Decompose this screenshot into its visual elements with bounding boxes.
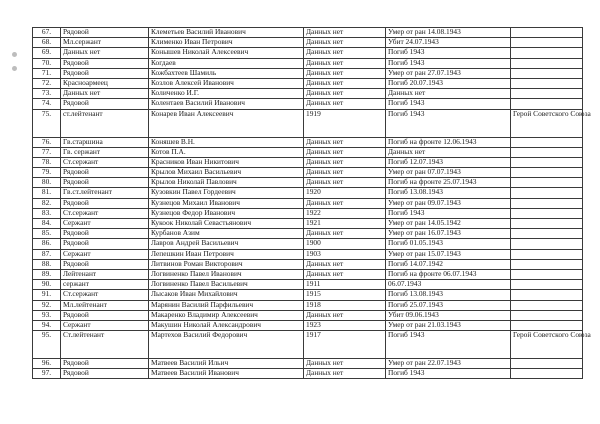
table-row — [33, 157, 583, 167]
cell-number: 97. — [33, 369, 61, 379]
cell-award — [511, 310, 583, 320]
cell-birth-year: 1917 — [304, 331, 386, 359]
cell-birth-year: 1922 — [304, 208, 386, 218]
cell-award — [511, 157, 583, 167]
cell-fate: Погиб на фронте 12.06.1943 — [386, 137, 511, 147]
cell-number: 93. — [33, 310, 61, 320]
cell-name: Коняшев В.Н. — [149, 137, 304, 147]
cell-rank: Ст.сержант — [61, 157, 149, 167]
cell-birth-year: Данных нет — [304, 38, 386, 48]
cell-award — [511, 369, 583, 379]
cell-rank: Рядовой — [61, 168, 149, 178]
cell-number: 69. — [33, 48, 61, 58]
cell-award — [511, 68, 583, 78]
table-row — [33, 269, 583, 279]
cell-number: 91. — [33, 290, 61, 300]
cell-name: Красников Иван Никитович — [149, 157, 304, 167]
cell-rank: сержант — [61, 280, 149, 290]
cell-birth-year: Данных нет — [304, 157, 386, 167]
cell-fate: 06.07.1943 — [386, 280, 511, 290]
cell-name: Кузнецов Михаил Иванович — [149, 198, 304, 208]
cell-rank: Рядовой — [61, 58, 149, 68]
cell-name: Кукоок Николай Севастьянович — [149, 219, 304, 229]
cell-name: Курбанов Азим — [149, 229, 304, 239]
cell-name: Макушин Николай Александрович — [149, 320, 304, 330]
table-row — [33, 137, 583, 147]
cell-award — [511, 168, 583, 178]
cell-birth-year: Данных нет — [304, 28, 386, 38]
cell-name: Кузнецов Федор Иванович — [149, 208, 304, 218]
cell-award — [511, 219, 583, 229]
cell-fate: Умер от ран 14.08.1943 — [386, 28, 511, 38]
memorial-list-table — [32, 27, 591, 379]
table-row — [33, 188, 583, 198]
cell-birth-year: Данных нет — [304, 58, 386, 68]
cell-name: Клеметьев Василий Иванович — [149, 28, 304, 38]
cell-name: Козлов Алексей Иванович — [149, 78, 304, 88]
table-row — [33, 78, 583, 88]
cell-fate: Умер от ран 27.07.1943 — [386, 68, 511, 78]
cell-award — [511, 320, 583, 330]
cell-fate: Умер от ран 21.03.1943 — [386, 320, 511, 330]
cell-name: Клименко Иван Петрович — [149, 38, 304, 48]
cell-birth-year: 1911 — [304, 280, 386, 290]
cell-birth-year: 1915 — [304, 290, 386, 300]
cell-rank: Ст.лейтенант — [61, 331, 149, 359]
cell-number: 70. — [33, 58, 61, 68]
table-row — [33, 219, 583, 229]
cell-fate: Погиб 1943 — [386, 369, 511, 379]
cell-number: 89. — [33, 269, 61, 279]
cell-rank: Рядовой — [61, 239, 149, 249]
cell-award — [511, 89, 583, 99]
cell-number: 81. — [33, 188, 61, 198]
cell-rank: Лейтенант — [61, 269, 149, 279]
cell-award — [511, 280, 583, 290]
table-row — [33, 198, 583, 208]
cell-award — [511, 229, 583, 239]
cell-birth-year: 1919 — [304, 109, 386, 137]
cell-award — [511, 58, 583, 68]
table-row — [33, 259, 583, 269]
table-row — [33, 320, 583, 330]
cell-number: 84. — [33, 219, 61, 229]
cell-fate: Умер от ран 16.07.1943 — [386, 229, 511, 239]
cell-award — [511, 239, 583, 249]
cell-award — [511, 188, 583, 198]
cell-fate: Погиб 1943 — [386, 48, 511, 58]
cell-name: Логвиненко Павел Васильевич — [149, 280, 304, 290]
cell-name: Макаренко Владимир Алексеевич — [149, 310, 304, 320]
cell-name: Крылов Михаил Васильевич — [149, 168, 304, 178]
table-row — [33, 147, 583, 157]
table-row — [33, 68, 583, 78]
cell-name: Матвеев Василий Иванович — [149, 369, 304, 379]
cell-rank: Рядовой — [61, 229, 149, 239]
table-row — [33, 290, 583, 300]
cell-award — [511, 359, 583, 369]
cell-fate: Убит 24.07.1943 — [386, 38, 511, 48]
cell-rank: Рядовой — [61, 359, 149, 369]
cell-rank: Данных нет — [61, 89, 149, 99]
cell-fate: Погиб 1943 — [386, 109, 511, 137]
cell-name: Кожбахтеев Шамиль — [149, 68, 304, 78]
cell-number: 87. — [33, 249, 61, 259]
cell-rank: Рядовой — [61, 198, 149, 208]
table-row — [33, 48, 583, 58]
cell-birth-year: Данных нет — [304, 369, 386, 379]
table-row — [33, 331, 583, 359]
cell-birth-year: Данных нет — [304, 137, 386, 147]
cell-name: Марянин Василий Парфильевич — [149, 300, 304, 310]
cell-award — [511, 249, 583, 259]
cell-birth-year: 1921 — [304, 219, 386, 229]
cell-award: Герой Советского Союза — [511, 331, 583, 359]
cell-birth-year: Данных нет — [304, 198, 386, 208]
cell-fate: Погиб 13.08.1943 — [386, 188, 511, 198]
cell-fate: Погиб 20.07.1943 — [386, 78, 511, 88]
table-row — [33, 300, 583, 310]
cell-award — [511, 198, 583, 208]
cell-award — [511, 28, 583, 38]
cell-fate: Погиб 1943 — [386, 331, 511, 359]
cell-award — [511, 78, 583, 88]
cell-birth-year: Данных нет — [304, 359, 386, 369]
cell-award — [511, 259, 583, 269]
cell-birth-year: Данных нет — [304, 48, 386, 58]
cell-fate: Погиб 25.07.1943 — [386, 300, 511, 310]
cell-name: Колентаев Василий Иванович — [149, 99, 304, 109]
table-row — [33, 369, 583, 379]
table-row — [33, 239, 583, 249]
table-row — [33, 89, 583, 99]
cell-number: 67. — [33, 28, 61, 38]
cell-award — [511, 300, 583, 310]
cell-birth-year: Данных нет — [304, 178, 386, 188]
cell-number: 75. — [33, 109, 61, 137]
cell-name: Лысаков Иван Михайлович — [149, 290, 304, 300]
cell-rank: Мл.сержант — [61, 38, 149, 48]
cell-number: 76. — [33, 137, 61, 147]
cell-fate: Погиб на фронте 25.07.1943 — [386, 178, 511, 188]
cell-name: Кузовкин Павел Гордеевич — [149, 188, 304, 198]
cell-rank: Сержант — [61, 249, 149, 259]
cell-fate: Умер от ран 22.07.1943 — [386, 359, 511, 369]
table-row — [33, 168, 583, 178]
cell-number: 85. — [33, 229, 61, 239]
cell-number: 92. — [33, 300, 61, 310]
cell-fate: Погиб 1943 — [386, 99, 511, 109]
cell-birth-year: Данных нет — [304, 168, 386, 178]
table-row — [33, 99, 583, 109]
cell-name: Крылов Николай Павлович — [149, 178, 304, 188]
cell-number: 78. — [33, 157, 61, 167]
table-row — [33, 310, 583, 320]
punch-hole-mark — [12, 66, 17, 71]
cell-fate: Умер от ран 15.07.1943 — [386, 249, 511, 259]
cell-rank: Рядовой — [61, 259, 149, 269]
cell-number: 83. — [33, 208, 61, 218]
cell-number: 77. — [33, 147, 61, 157]
table-row — [33, 359, 583, 369]
cell-award — [511, 137, 583, 147]
table-row — [33, 208, 583, 218]
cell-rank: Рядовой — [61, 68, 149, 78]
cell-award — [511, 290, 583, 300]
cell-birth-year: 1903 — [304, 249, 386, 259]
cell-fate: Погиб 14.07.1942 — [386, 259, 511, 269]
cell-rank: Мл.лейтенант — [61, 300, 149, 310]
cell-birth-year: Данных нет — [304, 68, 386, 78]
cell-name: Количенко И.Г. — [149, 89, 304, 99]
cell-rank: Рядовой — [61, 99, 149, 109]
cell-birth-year: Данных нет — [304, 78, 386, 88]
cell-rank: Рядовой — [61, 28, 149, 38]
cell-number: 95. — [33, 331, 61, 359]
cell-birth-year: Данных нет — [304, 229, 386, 239]
cell-name: Логвиненко Павел Иванович — [149, 269, 304, 279]
table-row — [33, 109, 583, 137]
table-row — [33, 28, 583, 38]
cell-name: Конарев Иван Алексеевич — [149, 109, 304, 137]
cell-birth-year: 1900 — [304, 239, 386, 249]
punch-hole-mark — [12, 52, 17, 57]
cell-fate: Умер от ран 14.05.1942 — [386, 219, 511, 229]
cell-name: Котов П.А. — [149, 147, 304, 157]
cell-number: 86. — [33, 239, 61, 249]
cell-fate: Умер от ран 09.07.1943 — [386, 198, 511, 208]
table-body — [33, 27, 591, 379]
cell-award — [511, 99, 583, 109]
cell-rank: ст.лейтенант — [61, 109, 149, 137]
cell-number: 94. — [33, 320, 61, 330]
cell-number: 96. — [33, 359, 61, 369]
cell-number: 88. — [33, 259, 61, 269]
cell-birth-year: Данных нет — [304, 147, 386, 157]
cell-rank: Ст.сержант — [61, 208, 149, 218]
cell-award: Герой Советского Союза — [511, 109, 583, 137]
cell-name: Мартехов Василий Федорович — [149, 331, 304, 359]
cell-number: 71. — [33, 68, 61, 78]
cell-rank: Гв. сержант — [61, 147, 149, 157]
cell-name: Когдаев — [149, 58, 304, 68]
cell-rank: Сержант — [61, 219, 149, 229]
cell-number: 82. — [33, 198, 61, 208]
cell-award — [511, 269, 583, 279]
cell-number: 72. — [33, 78, 61, 88]
cell-number: 74. — [33, 99, 61, 109]
cell-rank: Гв.старшина — [61, 137, 149, 147]
cell-number: 68. — [33, 38, 61, 48]
table-row — [33, 58, 583, 68]
cell-name: Лепешкин Иван Петрович — [149, 249, 304, 259]
cell-award — [511, 178, 583, 188]
cell-number: 80. — [33, 178, 61, 188]
cell-fate: Убит 09.06.1943 — [386, 310, 511, 320]
cell-birth-year: Данных нет — [304, 89, 386, 99]
cell-rank: Рядовой — [61, 310, 149, 320]
cell-fate: Погиб на фронте 06.07.1943 — [386, 269, 511, 279]
cell-birth-year: 1920 — [304, 188, 386, 198]
cell-number: 73. — [33, 89, 61, 99]
cell-fate: Погиб 1943 — [386, 208, 511, 218]
cell-award — [511, 208, 583, 218]
cell-rank: Рядовой — [61, 178, 149, 188]
cell-fate: Погиб 13.08.1943 — [386, 290, 511, 300]
table-row — [33, 38, 583, 48]
cell-name: Конышев Николай Алексеевич — [149, 48, 304, 58]
table-row — [33, 229, 583, 239]
cell-name: Матвеев Василий Ильич — [149, 359, 304, 369]
cell-rank: Данных нет — [61, 48, 149, 58]
table-row — [33, 280, 583, 290]
cell-number: 90. — [33, 280, 61, 290]
cell-birth-year: Данных нет — [304, 310, 386, 320]
cell-fate: Данных нет — [386, 147, 511, 157]
cell-award — [511, 38, 583, 48]
cell-fate: Умер от ран 07.07.1943 — [386, 168, 511, 178]
cell-fate: Погиб 12.07.1943 — [386, 157, 511, 167]
table-row — [33, 178, 583, 188]
cell-name: Лавров Андрей Васильевич — [149, 239, 304, 249]
cell-number: 79. — [33, 168, 61, 178]
cell-birth-year: Данных нет — [304, 99, 386, 109]
cell-rank: Гв.ст.лейтенант — [61, 188, 149, 198]
cell-fate: Данных нет — [386, 89, 511, 99]
cell-rank: Ст.сержант — [61, 290, 149, 300]
cell-award — [511, 48, 583, 58]
cell-birth-year: 1918 — [304, 300, 386, 310]
cell-award — [511, 147, 583, 157]
cell-rank: Рядовой — [61, 369, 149, 379]
cell-rank: Красноармеец — [61, 78, 149, 88]
cell-birth-year: 1923 — [304, 320, 386, 330]
cell-birth-year: Данных нет — [304, 259, 386, 269]
table-row — [33, 249, 583, 259]
cell-fate: Погиб 1943 — [386, 58, 511, 68]
cell-fate: Погиб 01.05.1943 — [386, 239, 511, 249]
cell-birth-year: Данных нет — [304, 269, 386, 279]
cell-rank: Сержант — [61, 320, 149, 330]
cell-name: Литвинов Роман Викторович — [149, 259, 304, 269]
